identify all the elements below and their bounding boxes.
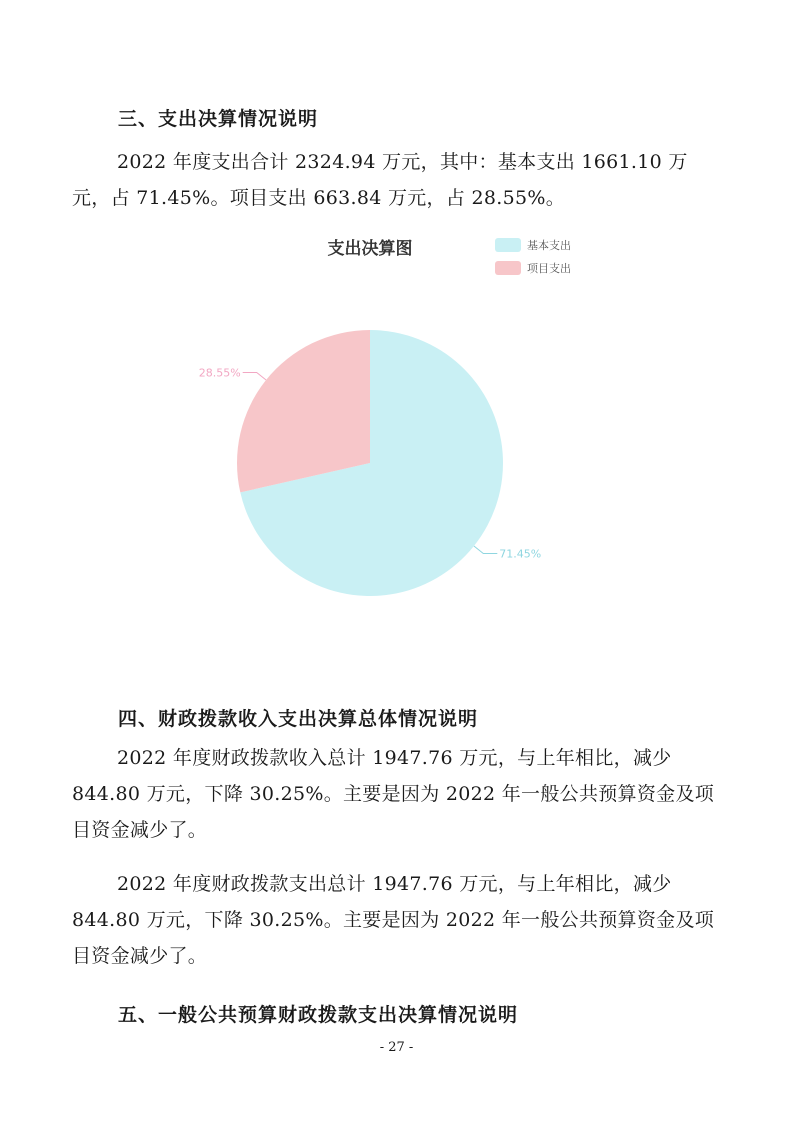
chart-title: 支出决算图: [327, 239, 413, 259]
pie-data-label-1: 28.55%: [198, 366, 241, 380]
page-number: - 27 -: [379, 1040, 414, 1055]
pie-slices: [237, 330, 503, 596]
legend-swatch-1: [495, 261, 521, 275]
section-4-heading: 四、财政拨款收入支出决算总体情况说明: [118, 708, 479, 730]
section-3-heading: 三、支出决算情况说明: [118, 108, 319, 130]
pie-leader-line-0: [474, 546, 497, 553]
legend-label-1: 项目支出: [527, 262, 571, 275]
section-4-paragraph-2: 2022 年度财政拨款支出总计 1947.76 万元，与上年相比，减少 844.80 万元，下降 30.25%。主要是因为 2022 年一般公共预算资金及项目资金减少了。: [72, 873, 715, 967]
pie-chart-svg: [150, 228, 650, 608]
chart-legend: [495, 238, 571, 275]
pie-leader-line-1: [243, 373, 266, 380]
expenditure-pie-chart: [150, 228, 650, 608]
section-3-paragraph: 2022 年度支出合计 2324.94 万元，其中：基本支出 1661.10 万元，占 71.45%。项目支出 663.84 万元，占 28.55%。: [72, 151, 688, 209]
legend-swatch-0: [495, 238, 521, 252]
legend-label-0: 基本支出: [527, 239, 571, 252]
section-5-heading: 五、一般公共预算财政拨款支出决算情况说明: [118, 1004, 519, 1026]
pie-data-label-0: 71.45%: [499, 547, 542, 561]
section-4-paragraph-1: 2022 年度财政拨款收入总计 1947.76 万元，与上年相比，减少 844.80 万元，下降 30.25%。主要是因为 2022 年一般公共预算资金及项目资金减少了。: [72, 747, 715, 841]
